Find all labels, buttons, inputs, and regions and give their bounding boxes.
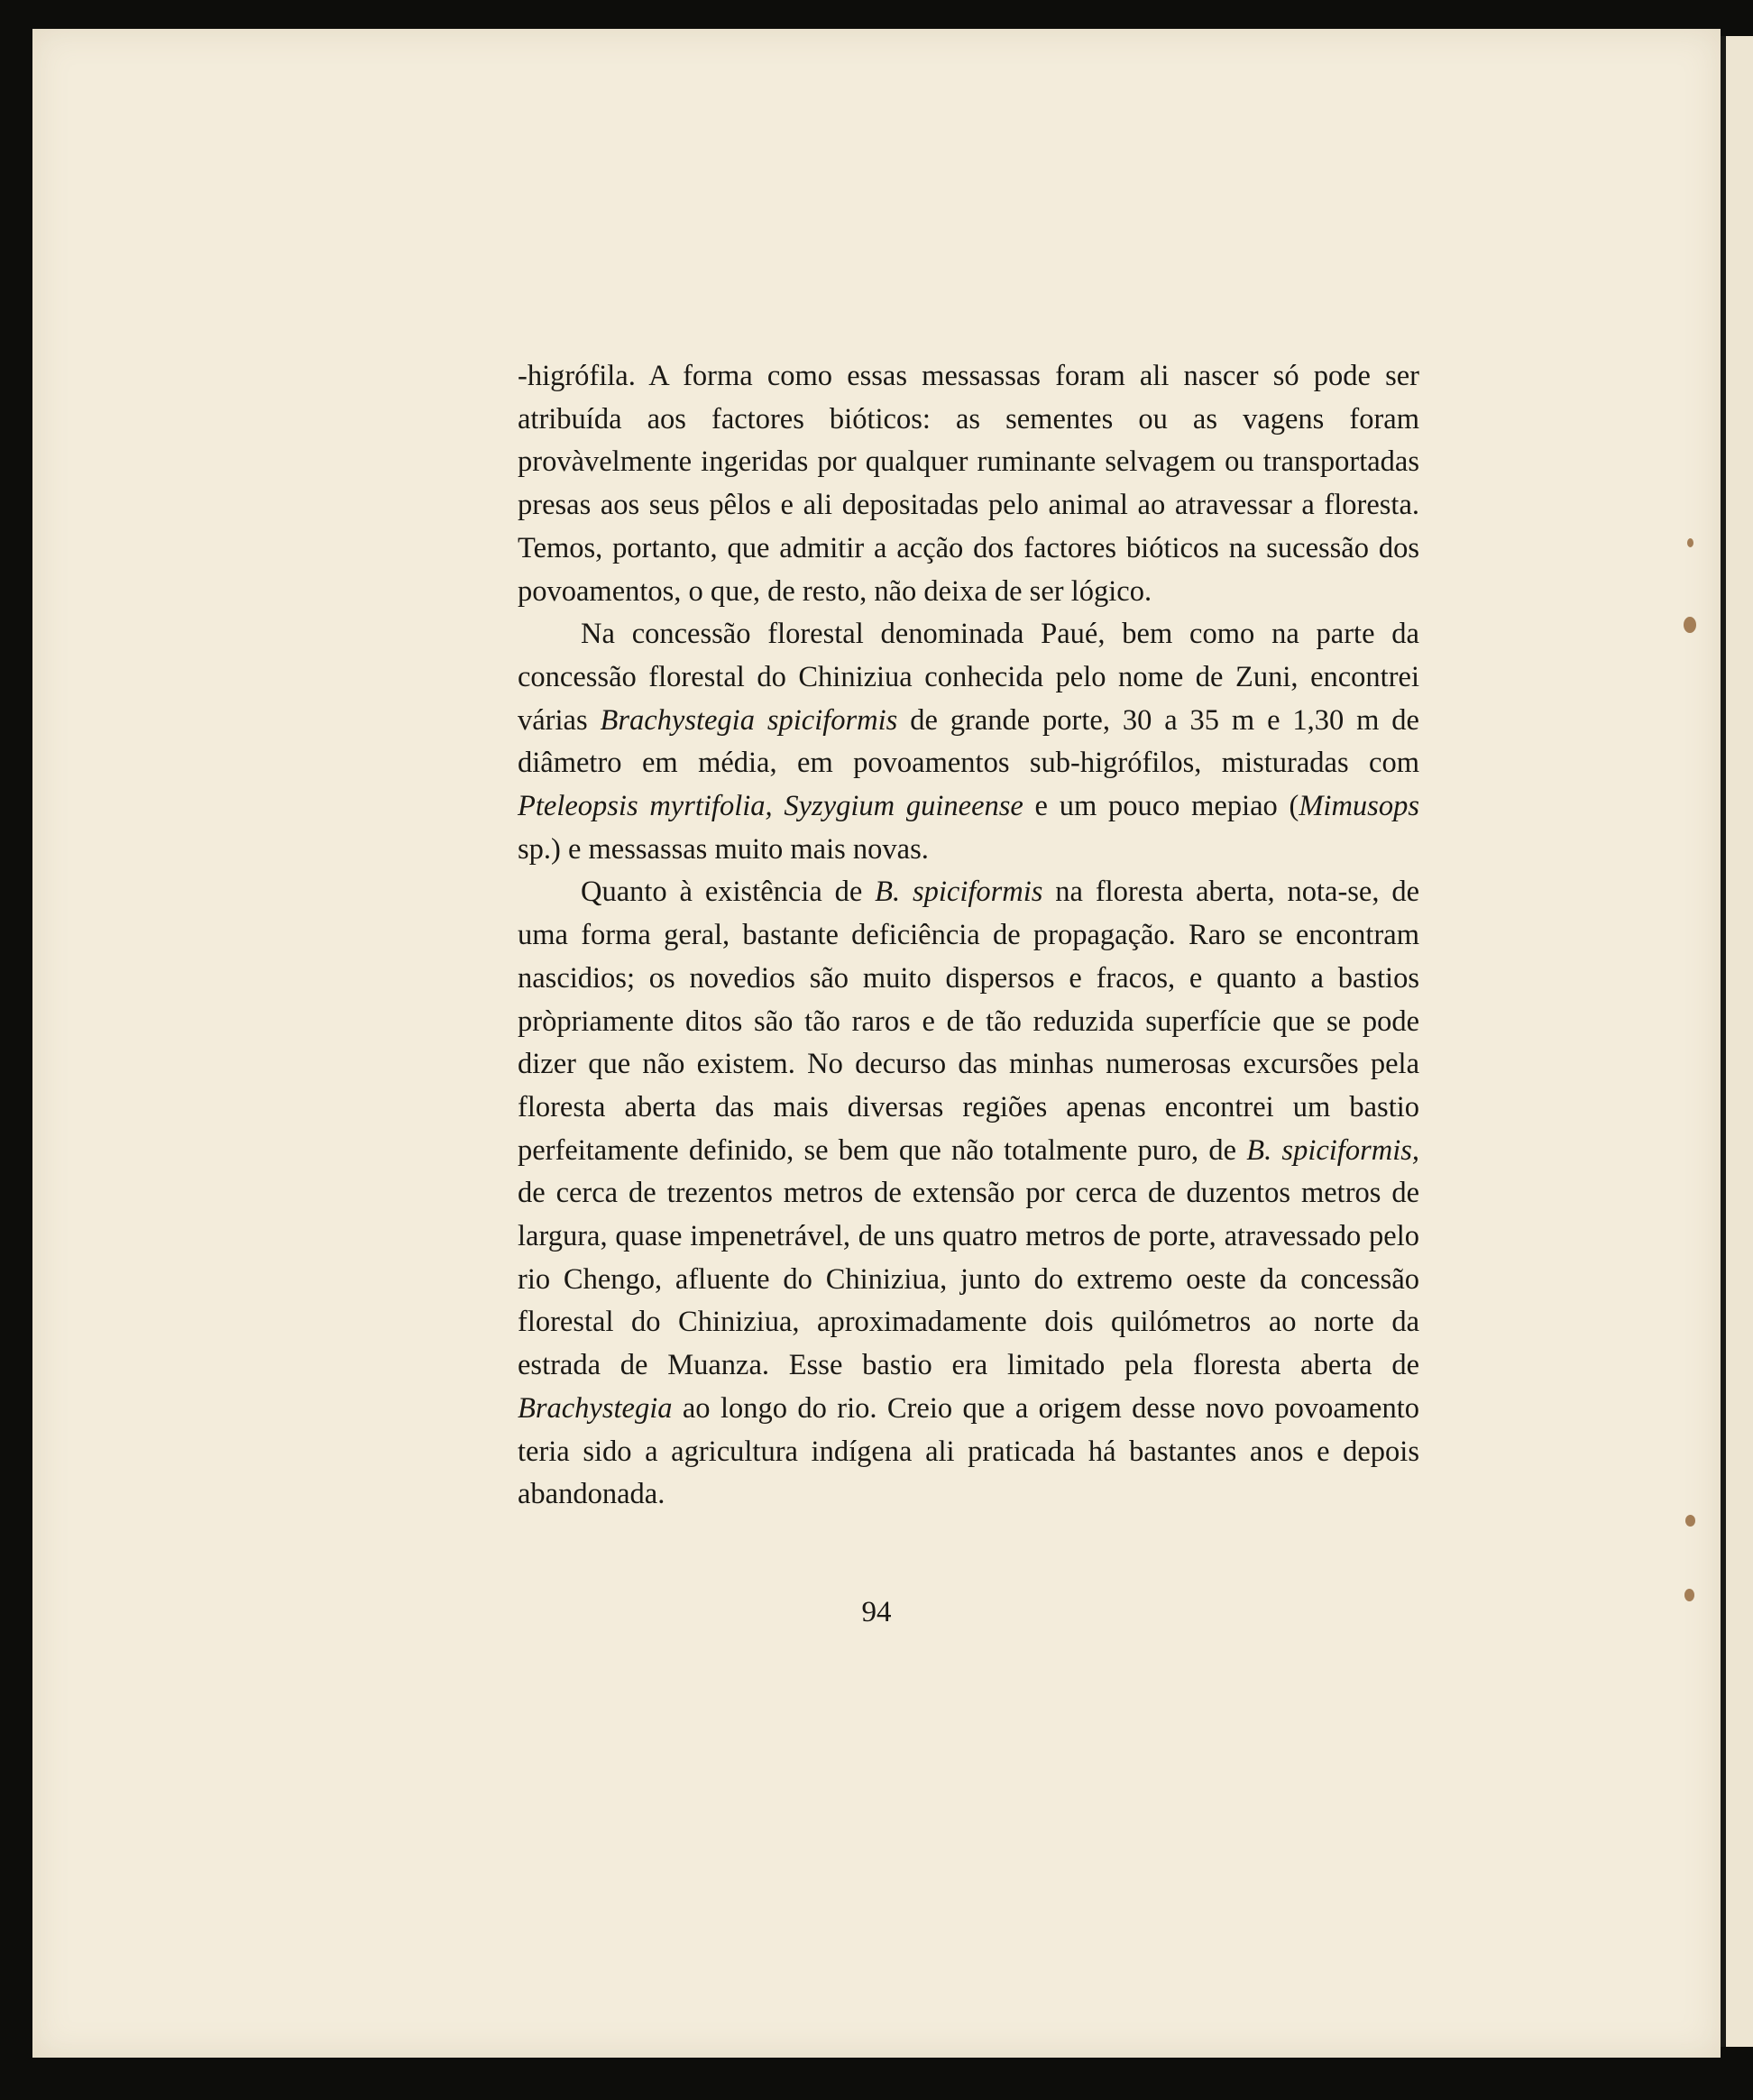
paragraph-3-segment-5: de cerca de trezentos metros de extensão por cerca de duzentos metros de largura, quase impenetrável, de uns quatro metros de porte, atravessado pelo rio Chengo, afluente do Chiniziua, junto do extremo oeste da concessão florestal do Chiniziua, aproximadamente dois quilómetros ao norte da estrada de Muanza. Esse bastio era limitado pela floresta aberta de xyxy=(518,1177,1419,1382)
paragraph-3-segment-7: ao longo do rio. Creio que a origem desse novo povoamento teria sido a agricultura indígena ali praticada há bastantes anos e depois abandonada. xyxy=(518,1391,1419,1511)
book-page xyxy=(32,29,1721,2058)
next-page-edge xyxy=(1721,36,1753,2047)
paragraph-2-segment-1: Na concessão florestal denominada Paué, bem como na parte da concessão florestal do Chiniziua conhecida pelo nome de Zuni, encontrei várias xyxy=(518,618,1419,737)
species-pteleopsis-syzygium: Pteleopsis myrtifolia, Syzygium guineense xyxy=(518,790,1023,823)
paragraph-2 xyxy=(518,613,1419,871)
foxing-spot xyxy=(1684,1589,1694,1601)
paragraph-3-segment-3: na floresta aberta, nota-se, de uma forma geral, bastante deficiência de propagação. Raro se encontram nascidios; os novedios são muito dispersos e fracos, e quanto a bastios pròpriamente ditos são tão raros e de tão reduzida superfície que se pode dizer que não existem. No decurso das minhas numerosas excursões pela floresta aberta das mais diversas regiões apenas encontrei um bastio perfeitamente definido, se bem que não totalmente puro, de xyxy=(518,876,1419,1167)
paragraph-2-segment-3: de grande porte, 30 a 35 m e 1,30 m de diâmetro em média, em povoamentos sub-higrófilos, misturadas com xyxy=(518,703,1419,780)
species-brachystegia: Brachystegia xyxy=(518,1391,673,1425)
paragraph-3 xyxy=(518,871,1419,1517)
species-mimusops: Mimusops xyxy=(1299,790,1419,823)
species-b-spiciformis-2: B. spiciformis, xyxy=(1246,1133,1420,1167)
paragraph-1-text: -higrófila. A forma como essas messassas foram ali nascer só pode ser atribuída aos factores bióticos: as sementes ou as vagens foram provàvelmente ingeridas por qualquer ruminante selvagem ou transportadas presas aos seus pêlos e ali depositadas pelo animal ao atravessar a floresta. Temos, portanto, que admitir a acção dos factores bióticos na sucessão dos povoamentos, o que, de resto, não deixa de ser lógico. xyxy=(518,360,1419,608)
foxing-spot xyxy=(1684,617,1696,633)
species-brachystegia-spiciformis: Brachystegia spiciformis xyxy=(600,703,898,737)
paragraph-2-segment-7: sp.) e messassas muito mais novas. xyxy=(518,832,929,866)
foxing-spot xyxy=(1685,1515,1695,1527)
species-b-spiciformis: B. spiciformis xyxy=(875,876,1043,909)
foxing-spot xyxy=(1687,538,1693,547)
paragraph-2-segment-5: e um pouco mepiao ( xyxy=(1023,790,1299,823)
page-number: 94 xyxy=(861,1596,892,1628)
paragraph-1 xyxy=(518,355,1419,613)
paragraph-3-segment-1: Quanto à existência de xyxy=(581,876,876,909)
body-text xyxy=(518,355,1419,1517)
